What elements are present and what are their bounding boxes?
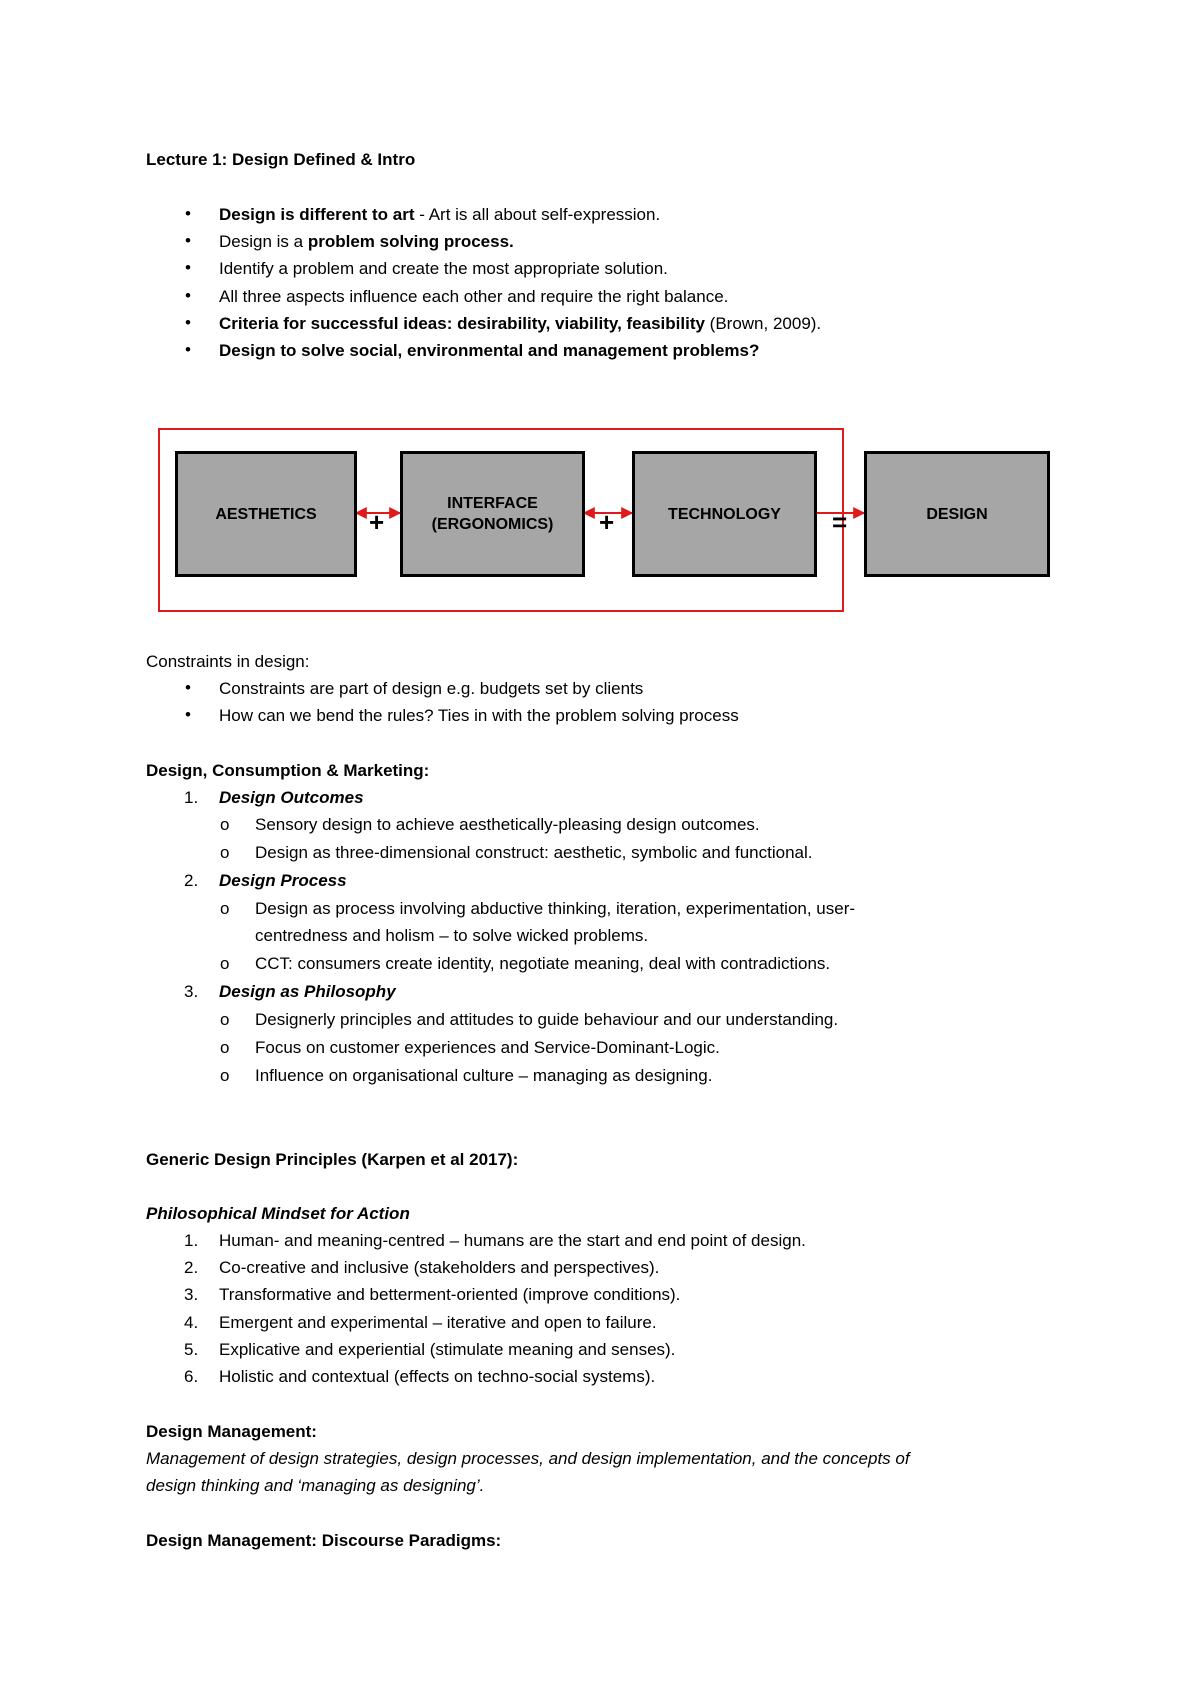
list-item: Explicative and experiential (stimulate meaning and senses). bbox=[219, 1340, 676, 1359]
design-management-definition: Management of design strategies, design processes, and design implementation, and the concepts of bbox=[146, 1449, 910, 1468]
bullet-marker: • bbox=[185, 340, 191, 359]
bullet-marker: • bbox=[185, 313, 191, 332]
plus-operator: + bbox=[599, 507, 615, 537]
design-management-heading: Design Management: bbox=[146, 1422, 317, 1441]
item-number: 1. bbox=[184, 1231, 199, 1250]
list-item: Criteria for successful ideas: desirability, viability, feasibility (Brown, 2009). bbox=[219, 314, 822, 333]
sub-bullet-marker: o bbox=[220, 1010, 230, 1029]
sub-bullet-marker: o bbox=[220, 954, 230, 973]
list-item: CCT: consumers create identity, negotiate meaning, deal with contradictions. bbox=[255, 954, 831, 973]
list-item-continuation: centredness and holism – to solve wicked problems. bbox=[255, 926, 649, 945]
list-item: All three aspects influence each other and require the right balance. bbox=[219, 287, 729, 306]
bullet-marker: • bbox=[185, 258, 191, 277]
list-item: Constraints are part of design e.g. budgets set by clients bbox=[219, 679, 644, 698]
generic-principles-heading: Generic Design Principles (Karpen et al 2017): bbox=[146, 1150, 519, 1169]
list-item: Design as three-dimensional construct: aesthetic, symbolic and functional. bbox=[255, 843, 813, 862]
technology-box: TECHNOLOGY bbox=[632, 451, 817, 577]
list-item: Design to solve social, environmental and management problems? bbox=[219, 341, 760, 360]
design-diagram bbox=[158, 425, 1058, 615]
consumption-heading: Design, Consumption & Marketing: bbox=[146, 761, 430, 780]
plus-operator: + bbox=[369, 507, 385, 537]
item-number: 5. bbox=[184, 1340, 199, 1359]
discourse-paradigms-heading: Design Management: Discourse Paradigms: bbox=[146, 1531, 502, 1550]
design-box: DESIGN bbox=[864, 451, 1050, 577]
item-number: 6. bbox=[184, 1367, 199, 1386]
section-number: 1. bbox=[184, 788, 199, 807]
item-number: 4. bbox=[184, 1313, 199, 1332]
list-item: Design is a problem solving process. bbox=[219, 232, 514, 251]
list-item: Design is different to art - Art is all about self-expression. bbox=[219, 205, 661, 224]
list-item: Human- and meaning-centred – humans are the start and end point of design. bbox=[219, 1231, 806, 1250]
sub-bullet-marker: o bbox=[220, 815, 230, 834]
item-number: 3. bbox=[184, 1285, 199, 1304]
bullet-marker: • bbox=[185, 678, 191, 697]
aesthetics-box: AESTHETICS bbox=[175, 451, 357, 577]
list-item: Designerly principles and attitudes to guide behaviour and our understanding. bbox=[255, 1010, 839, 1029]
sub-bullet-marker: o bbox=[220, 899, 230, 918]
bullet-marker: • bbox=[185, 204, 191, 223]
section-number: 3. bbox=[184, 982, 199, 1001]
list-item: Sensory design to achieve aesthetically-pleasing design outcomes. bbox=[255, 815, 760, 834]
section-number: 2. bbox=[184, 871, 199, 890]
list-item: How can we bend the rules? Ties in with the problem solving process bbox=[219, 706, 739, 725]
list-item: Transformative and betterment-oriented (improve conditions). bbox=[219, 1285, 681, 1304]
section-title: Design Outcomes bbox=[219, 788, 364, 807]
sub-bullet-marker: o bbox=[220, 1038, 230, 1057]
list-item: Holistic and contextual (effects on techno-social systems). bbox=[219, 1367, 656, 1386]
section-title: Design as Philosophy bbox=[219, 982, 396, 1001]
equals-operator: = bbox=[832, 507, 848, 537]
list-item: Focus on customer experiences and Service-Dominant-Logic. bbox=[255, 1038, 720, 1057]
sub-bullet-marker: o bbox=[220, 843, 230, 862]
list-item: Identify a problem and create the most appropriate solution. bbox=[219, 259, 668, 278]
sub-bullet-marker: o bbox=[220, 1066, 230, 1085]
list-item: Influence on organisational culture – managing as designing. bbox=[255, 1066, 713, 1085]
lecture-title: Lecture 1: Design Defined & Intro bbox=[146, 150, 416, 169]
item-number: 2. bbox=[184, 1258, 199, 1277]
list-item: Co-creative and inclusive (stakeholders and perspectives). bbox=[219, 1258, 660, 1277]
list-item: Design as process involving abductive thinking, iteration, experimentation, user- bbox=[255, 899, 856, 918]
interface-box: INTERFACE (ERGONOMICS) bbox=[400, 451, 585, 577]
list-item: Emergent and experimental – iterative and open to failure. bbox=[219, 1313, 657, 1332]
mindset-subheading: Philosophical Mindset for Action bbox=[146, 1204, 410, 1223]
bullet-marker: • bbox=[185, 231, 191, 250]
constraints-heading: Constraints in design: bbox=[146, 652, 310, 671]
bullet-marker: • bbox=[185, 286, 191, 305]
section-title: Design Process bbox=[219, 871, 347, 890]
bullet-marker: • bbox=[185, 705, 191, 724]
design-management-definition-continuation: design thinking and ‘managing as designing’. bbox=[146, 1476, 485, 1495]
